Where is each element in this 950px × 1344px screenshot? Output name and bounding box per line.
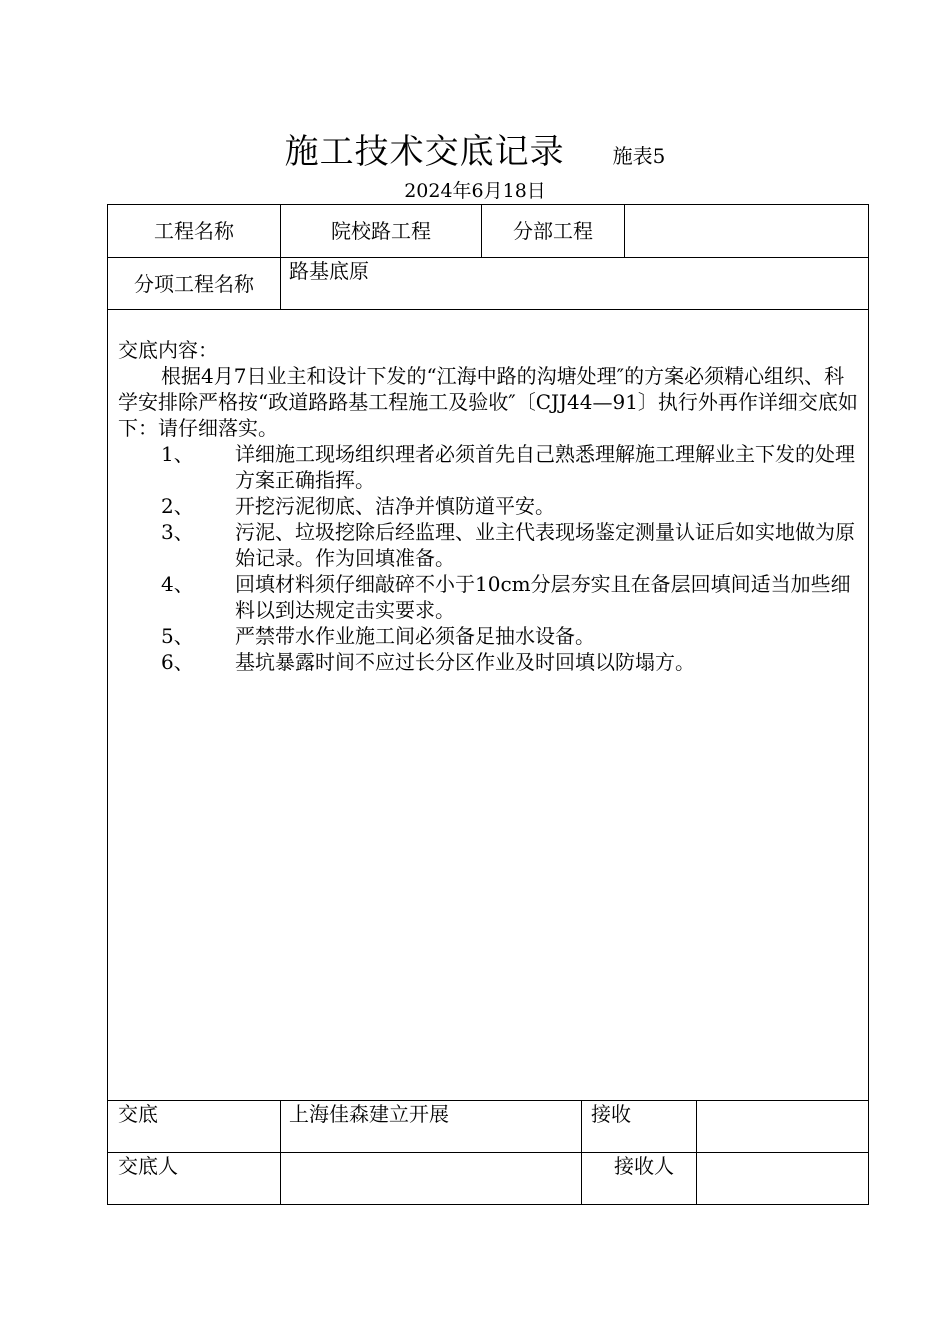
- list-item: [118, 519, 863, 571]
- division-label: 分部工程: [513, 219, 593, 243]
- content-intro: 根据4月7日业主和设计下发的“江海中路的沟塘处理″的方案必须精心组织、科学安排除严格按“政道路路基工程施工及验收″〔CJJ44—91〕执行外再作详细交底如下：请仔细落实。: [118, 364, 858, 440]
- list-item: [118, 441, 863, 493]
- handover-content: [118, 337, 863, 675]
- project-name-label: 工程名称: [154, 219, 234, 243]
- column-divider: [696, 1100, 697, 1205]
- subitem-value: 路基底原: [289, 259, 369, 283]
- list-item: [118, 493, 863, 519]
- list-item-text: 开挖污泥彻底、洁净并慎防道平安。: [235, 494, 555, 518]
- row-divider: [108, 309, 868, 310]
- record-table: [107, 204, 869, 1205]
- receive-label: 接收: [591, 1102, 631, 1126]
- project-name-value: 院校路工程: [331, 219, 431, 243]
- column-divider: [280, 1100, 281, 1205]
- handover-label: 交底: [118, 1102, 158, 1126]
- list-item-text: 污泥、垃圾挖除后经监理、业主代表现场鉴定测量认证后如实地做为原始记录。作为回填准备。: [235, 520, 855, 570]
- list-item-number: 6、: [161, 650, 194, 674]
- handover-value: 上海佳森建立开展: [289, 1102, 449, 1126]
- list-item-text: 严禁带水作业施工间必须备足抽水设备。: [235, 624, 595, 648]
- subitem-label: 分项工程名称: [134, 272, 254, 296]
- document-title: 施工技术交底记录: [284, 132, 565, 172]
- list-item-text: 回填材料须仔细敲碎不小于10cm分层夯实且在备层回填间适当加些细料以到达规定击实要求。: [235, 572, 851, 622]
- content-heading: 交底内容：: [118, 338, 218, 362]
- list-item-number: 3、: [161, 520, 194, 544]
- column-divider: [581, 1100, 582, 1205]
- list-item-text: 详细施工现场组织理者必须首先自己熟悉理解施工理解业主下发的处理方案正确指挥。: [235, 442, 855, 492]
- column-divider: [624, 205, 625, 257]
- list-item-number: 1、: [161, 442, 194, 466]
- document-date: 2024年6月18日: [404, 180, 546, 202]
- list-item: [118, 571, 863, 623]
- content-list: [118, 441, 863, 675]
- form-number: 施表5: [612, 144, 666, 168]
- receiver-label: 接收人: [614, 1154, 674, 1178]
- document-title-line: [0, 130, 950, 178]
- list-item-number: 4、: [161, 572, 194, 596]
- list-item: [118, 649, 863, 675]
- list-item-number: 2、: [161, 494, 194, 518]
- list-item-number: 5、: [161, 624, 194, 648]
- list-item: [118, 623, 863, 649]
- list-item-text: 基坑暴露时间不应过长分区作业及时回填以防塌方。: [235, 650, 695, 674]
- handover-person-label: 交底人: [118, 1154, 178, 1178]
